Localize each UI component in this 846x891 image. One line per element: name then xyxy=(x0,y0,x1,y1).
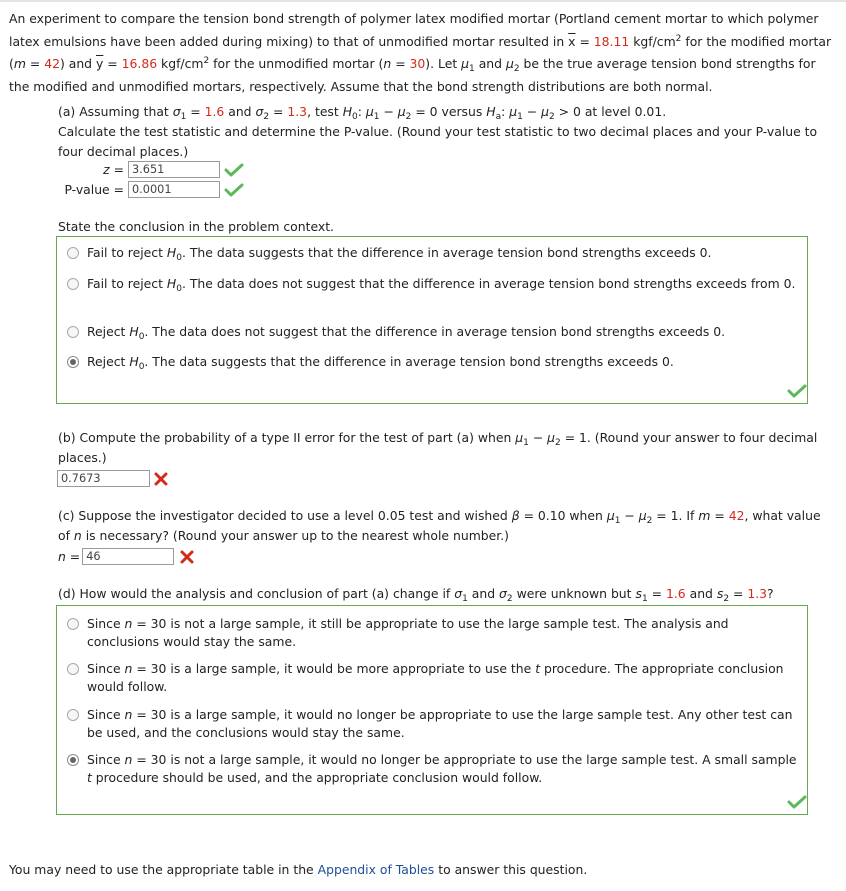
radio-button[interactable] xyxy=(67,709,79,721)
n-label: n = xyxy=(58,549,81,564)
part-a-option-1[interactable]: Fail to reject $H_0$. The data suggests that the difference in average tension bond strengths exceeds 0. xyxy=(67,244,797,262)
part-d-question: (d) How would the analysis and conclusion of part (a) change if $\sigma_1$ and $\sigma_2$ were unknown but $s_1 = 1.6$ and $s_2 = 1.3$? xyxy=(58,586,774,604)
part-a-conclusion-panel xyxy=(56,236,808,404)
part-d-option-3[interactable]: Since n = 30 is a large sample, it would no longer be appropriate to use the large sample test. Any other test can be used, and the conclusions would stay the same. xyxy=(67,706,797,742)
z-label: z = xyxy=(103,162,124,177)
part-a-option-4[interactable]: Reject $H_0$. The data suggests that the difference in average tension bond strengths exceeds 0. xyxy=(67,353,797,371)
part-d-option-1[interactable]: Since n = 30 is not a large sample, it still be appropriate to use the large sample test. The analysis and conclusions would stay the same. xyxy=(67,615,797,651)
pvalue-input[interactable]: 0.0001 xyxy=(128,181,220,198)
radio-button-selected[interactable] xyxy=(67,754,79,766)
part-a-conclusion-check-icon xyxy=(787,383,807,399)
top-divider xyxy=(0,0,846,2)
part-a-question: (a) Assuming that $\sigma_1 = 1.6$ and $\sigma_2 = 1.3$, test $H_0$: $\mu_1 - \mu_2 = 0$ versus $H_a$: $\mu_1 - \mu_2 > 0$ at level 0.01. xyxy=(58,104,667,122)
part-b-answer-input[interactable]: 0.7673 xyxy=(57,470,150,487)
part-a-option-3[interactable]: Reject $H_0$. The data does not suggest that the difference in average tension bond strengths exceeds 0. xyxy=(67,323,797,341)
pvalue-row xyxy=(58,181,220,198)
part-d-option-2[interactable]: Since n = 30 is a large sample, it would be more appropriate to use the t procedure. The appropriate conclusion would follow. xyxy=(67,660,797,696)
appendix-link[interactable]: Appendix of Tables xyxy=(317,862,435,877)
part-a-instructions: Calculate the test statistic and determine the P-value. (Round your test statistic to two decimal places and your P-value to four decimal places.) xyxy=(58,124,818,159)
pvalue-check-icon xyxy=(224,182,244,198)
z-check-icon xyxy=(224,162,244,178)
radio-button[interactable] xyxy=(67,663,79,675)
radio-button[interactable] xyxy=(67,618,79,630)
part-b-question: (b) Compute the probability of a type II error for the test of part (a) when $\mu_1 - \mu_2 = 1$. (Round your answer to four decimal places.) xyxy=(58,430,818,465)
pvalue-label: P-value = xyxy=(64,182,124,197)
part-c-question: (c) Suppose the investigator decided to use a level 0.05 test and wished β = 0.10 when $\mu_1 - \mu_2 = 1$. If m = 42, what value of n is necessary? (Round your answer up to the nearest whole number.) xyxy=(58,508,821,543)
part-d-conclusion-check-icon xyxy=(787,794,807,810)
z-row xyxy=(58,161,220,178)
conclusion-prompt: State the conclusion in the problem context. xyxy=(58,219,334,234)
part-d-option-4[interactable]: Since n = 30 is not a large sample, it would no longer be appropriate to use the large sample test. A small sample t procedure should be used, and the appropriate conclusion would follow. xyxy=(67,751,797,787)
radio-button-selected[interactable] xyxy=(67,356,79,368)
z-input[interactable]: 3.651 xyxy=(128,161,220,178)
part-d-conclusion-panel xyxy=(56,605,808,815)
part-b-wrong-icon xyxy=(153,471,169,487)
part-c-answer-row xyxy=(58,548,174,565)
radio-button[interactable] xyxy=(67,326,79,338)
part-c-answer-input[interactable]: 46 xyxy=(82,548,174,565)
part-c-wrong-icon xyxy=(179,549,195,565)
radio-button[interactable] xyxy=(67,247,79,259)
problem-intro: An experiment to compare the tension bond strength of polymer latex modified mortar (Portland cement mortar to which polymer latex emulsions have been added during mixing) to that of unmodified mortar resulted in $\overline{x} = 18.11$ kgf/$cm^2$ for the modified mortar (m = 42) and $\overline{y} = 16.86$ kgf/$cm^2$ for the unmodified mortar (n = 30). Let $\mu_1$ and $\mu_2$ be the true average tension bond strengths for the modified and unmodified mortars, respectively. Assume that the bond strength distributions are both normal. xyxy=(9,11,832,94)
part-a-option-2[interactable]: Fail to reject $H_0$. The data does not suggest that the difference in average tension bond strengths exceeds from 0. xyxy=(67,275,797,293)
radio-button[interactable] xyxy=(67,278,79,290)
footer-note: You may need to use the appropriate table in the Appendix of Tables to answer this question. xyxy=(9,862,588,877)
